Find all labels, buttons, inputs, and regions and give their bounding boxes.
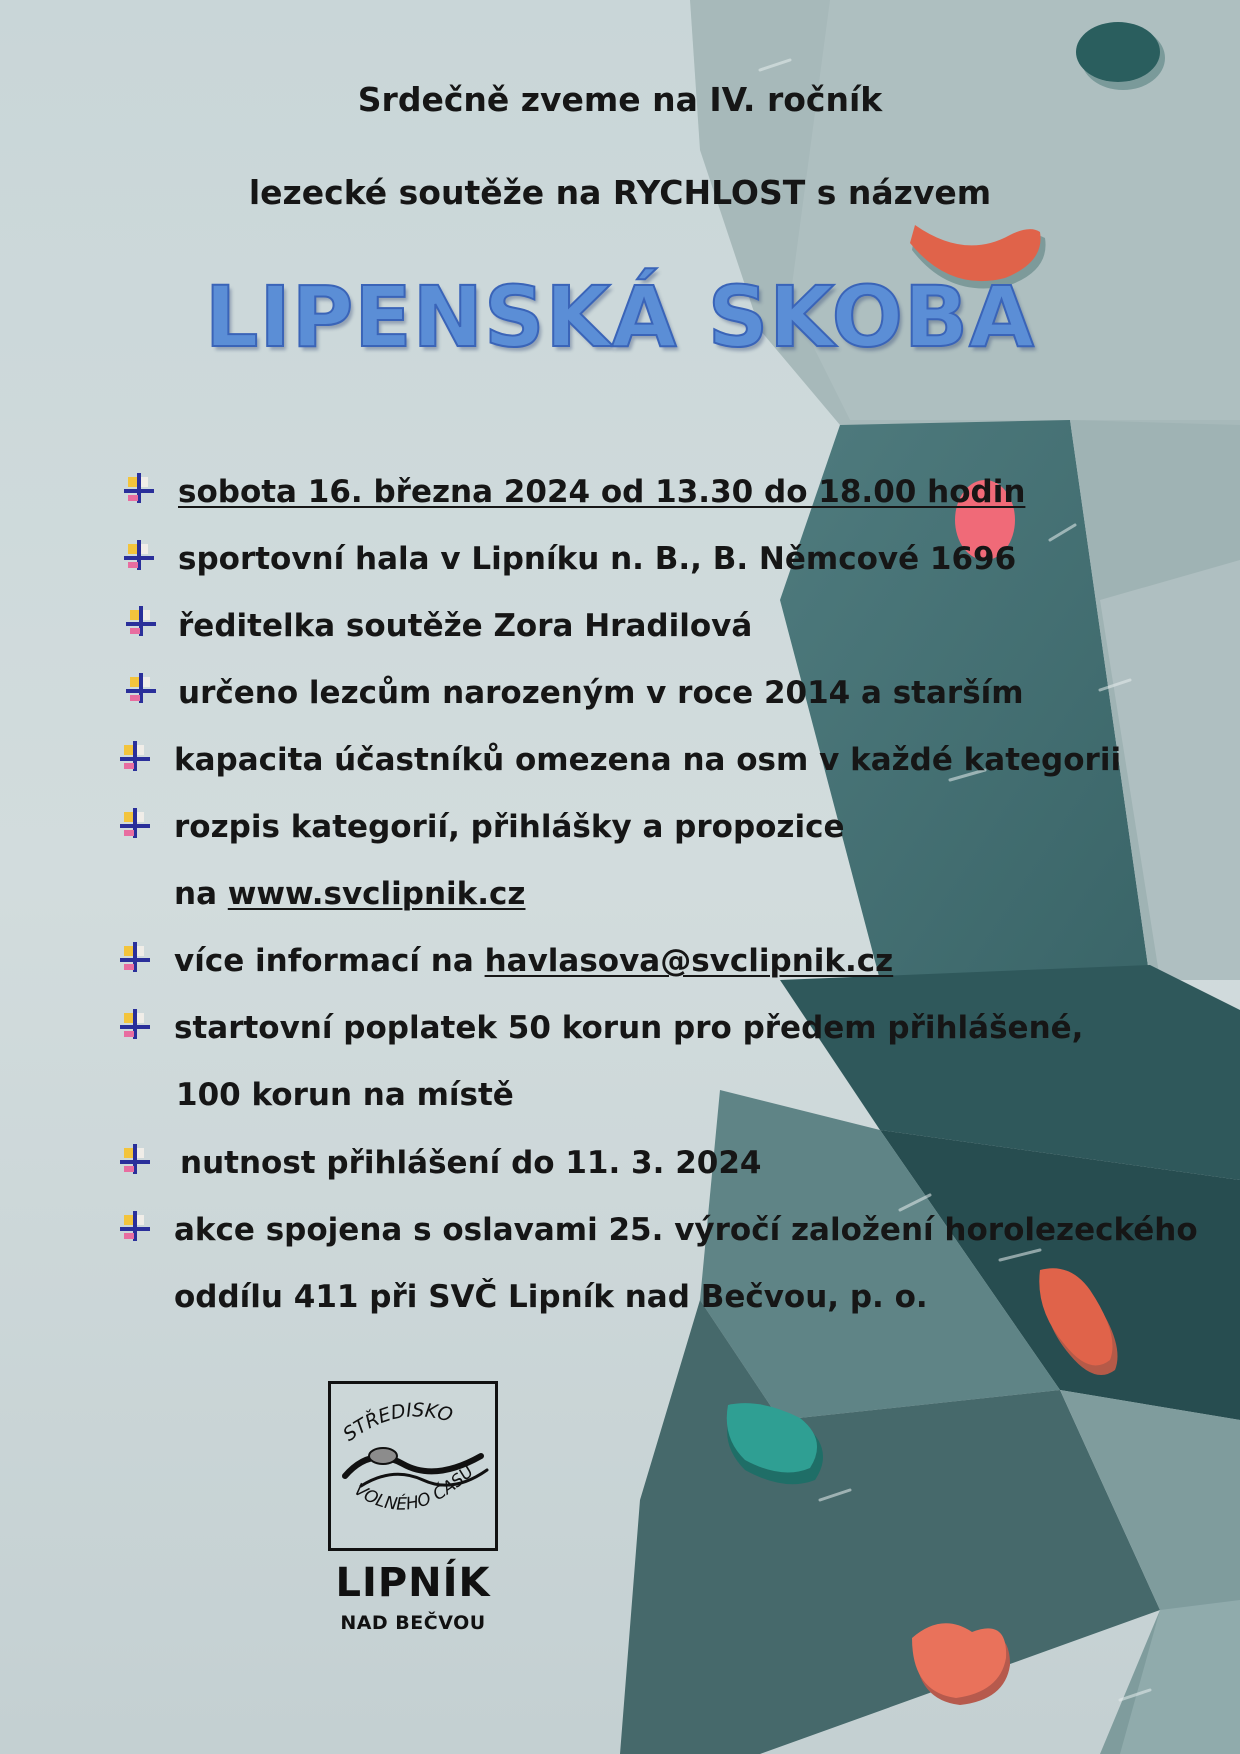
contact-prefix: více informací na [174,943,485,979]
plus-bullet-icon [120,942,150,972]
website-link[interactable]: www.svclipnik.cz [227,876,526,912]
plus-bullet-icon [120,1009,150,1039]
logo-emblem [328,1381,498,1551]
plus-bullet-icon [124,473,154,503]
logo-arc-top: STŘEDISKO [339,1399,456,1446]
plus-bullet-icon [124,540,154,570]
logo-subname: NAD BEČVOU [340,1612,486,1634]
web-prefix: na [174,876,228,912]
plus-bullet-icon [120,808,150,838]
logo-name: LIPNÍK [335,1560,491,1606]
item-fee: startovní poplatek 50 korun pro předem přihlášené, [174,1010,1084,1046]
item-fee-line2: 100 korun na místě [176,1077,514,1113]
plus-bullet-icon [126,606,156,636]
item-age: určeno lezcům narozeným v roce 2014 a starším [178,675,1024,711]
item-registration-deadline: nutnost přihlášení do 11. 3. 2024 [180,1145,762,1181]
item-anniversary-line2: oddílu 411 při SVČ Lipník nad Bečvou, p. o. [174,1279,928,1315]
item-categories: rozpis kategorií, přihlášky a propozice [174,809,845,845]
item-date: sobota 16. března 2024 od 13.30 do 18.00 hodin [178,474,1026,510]
item-venue: sportovní hala v Lipníku n. B., B. Němcové 1696 [178,541,1017,577]
logo-arc-bottom: VOLNÉHO ČASU [350,1461,478,1515]
item-anniversary: akce spojena s oslavami 25. výročí založení horolezeckého [174,1212,1198,1248]
item-director: ředitelka soutěže Zora Hradilová [178,608,753,644]
email-link[interactable]: havlasova@svclipnik.cz [484,943,894,979]
event-title: LIPENSKÁ SKOBA [204,268,1036,366]
plus-bullet-icon [126,673,156,703]
plus-bullet-icon [120,741,150,771]
item-categories-web [174,876,525,912]
plus-bullet-icon [120,1211,150,1241]
logo-swirl-icon [331,1384,495,1548]
intro-line-2: lezecké soutěže na RYCHLOST s názvem [248,173,992,212]
item-contact [174,943,893,979]
intro-line-1: Srdečně zveme na IV. ročník [357,80,883,119]
plus-bullet-icon [120,1144,150,1174]
item-capacity: kapacita účastníků omezena na osm v každé kategorii [174,742,1122,778]
